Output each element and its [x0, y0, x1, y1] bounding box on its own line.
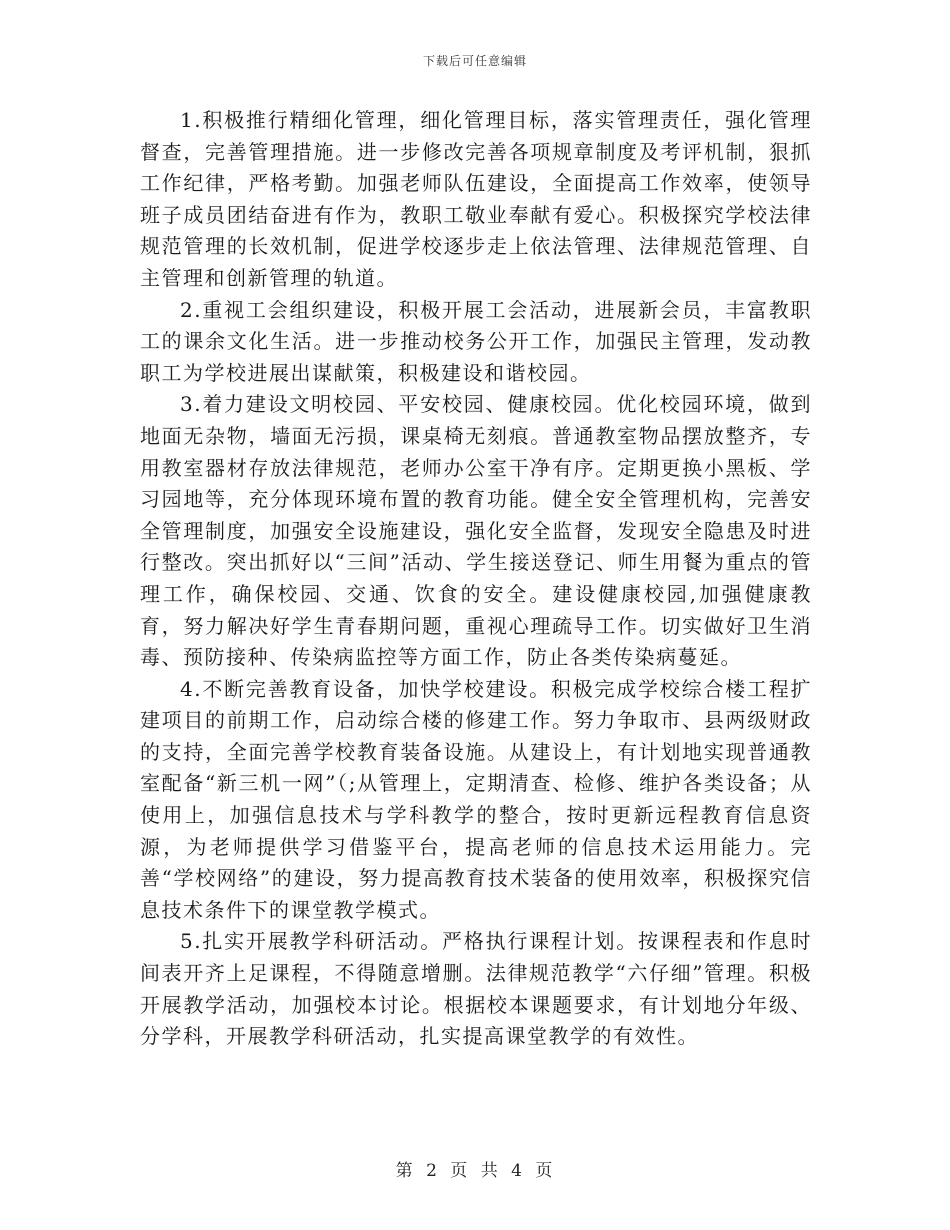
paragraph-4: 4.不断完善教育设备，加快学校建设。积极完成学校综合楼工程扩建项目的前期工作，启动综合楼的修建工作。努力争取市、县两级财政的支持，全面完善学校教育装备设施。从建设上，有计划地实现普通教室配备“新三机一网”（;从管理上，定期清查、检修、维护各类设备；从使用上，加强信息技术与学科教学的整合，按时更新远程教育信息资源，为老师提供学习借鉴平台，提高老师的信息技术运用能力。完善“学校网络”的建设，努力提高教育技术装备的使用效率，积极探究信息技术条件下的课堂教学模式。: [140, 676, 812, 922]
page-number: 第 2 页 共 4 页: [395, 1161, 555, 1181]
paragraph-5: 5.扎实开展教学科研活动。严格执行课程计划。按课程表和作息时间表开齐上足课程，不得随意增删。法律规范教学“六仔细”管理。积极开展教学活动，加强校本讨论。根据校本课题要求，有计划地分年级、分学科，开展教学科研活动，扎实提高课堂教学的有效性。: [140, 929, 812, 1049]
paragraph-3: 3.着力建设文明校园、平安校园、健康校园。优化校园环境，做到地面无杂物，墙面无污损，课桌椅无刻痕。普通教室物品摆放整齐，专用教室器材存放法律规范，老师办公室干净有序。定期更换小黑板、学习园地等，充分体现环境布置的教育功能。健全安全管理机构，完善安全管理制度，加强安全设施建设，强化安全监督，发现安全隐患及时进行整改。突出抓好以“三间”活动、学生接送登记、师生用餐为重点的管理工作，确保校园、交通、饮食的安全。建设健康校园,加强健康教育，努力解决好学生青春期问题，重视心理疏导工作。切实做好卫生消毒、预防接种、传染病监控等方面工作，防止各类传染病蔓延。: [140, 392, 812, 670]
paragraph-2: 2.重视工会组织建设，积极开展工会活动，进展新会员，丰富教职工的课余文化生活。进一步推动校务公开工作，加强民主管理，发动教职工为学校进展出谋献策，积极建设和谐校园。: [140, 297, 812, 385]
paragraph-1: 1.积极推行精细化管理，细化管理目标，落实管理责任，强化管理督查，完善管理措施。进一步修改完善各项规章制度及考评机制，狠抓工作纪律，严格考勤。加强老师队伍建设，全面提高工作效率，使领导班子成员团结奋进有作为，教职工敬业奉献有爱心。积极探究学校法律规范管理的长效机制，促进学校逐步走上依法管理、法律规范管理、自主管理和创新管理的轨道。: [140, 108, 812, 290]
document-body: [140, 105, 812, 1053]
header-note: 下载后可任意编辑: [422, 54, 527, 68]
